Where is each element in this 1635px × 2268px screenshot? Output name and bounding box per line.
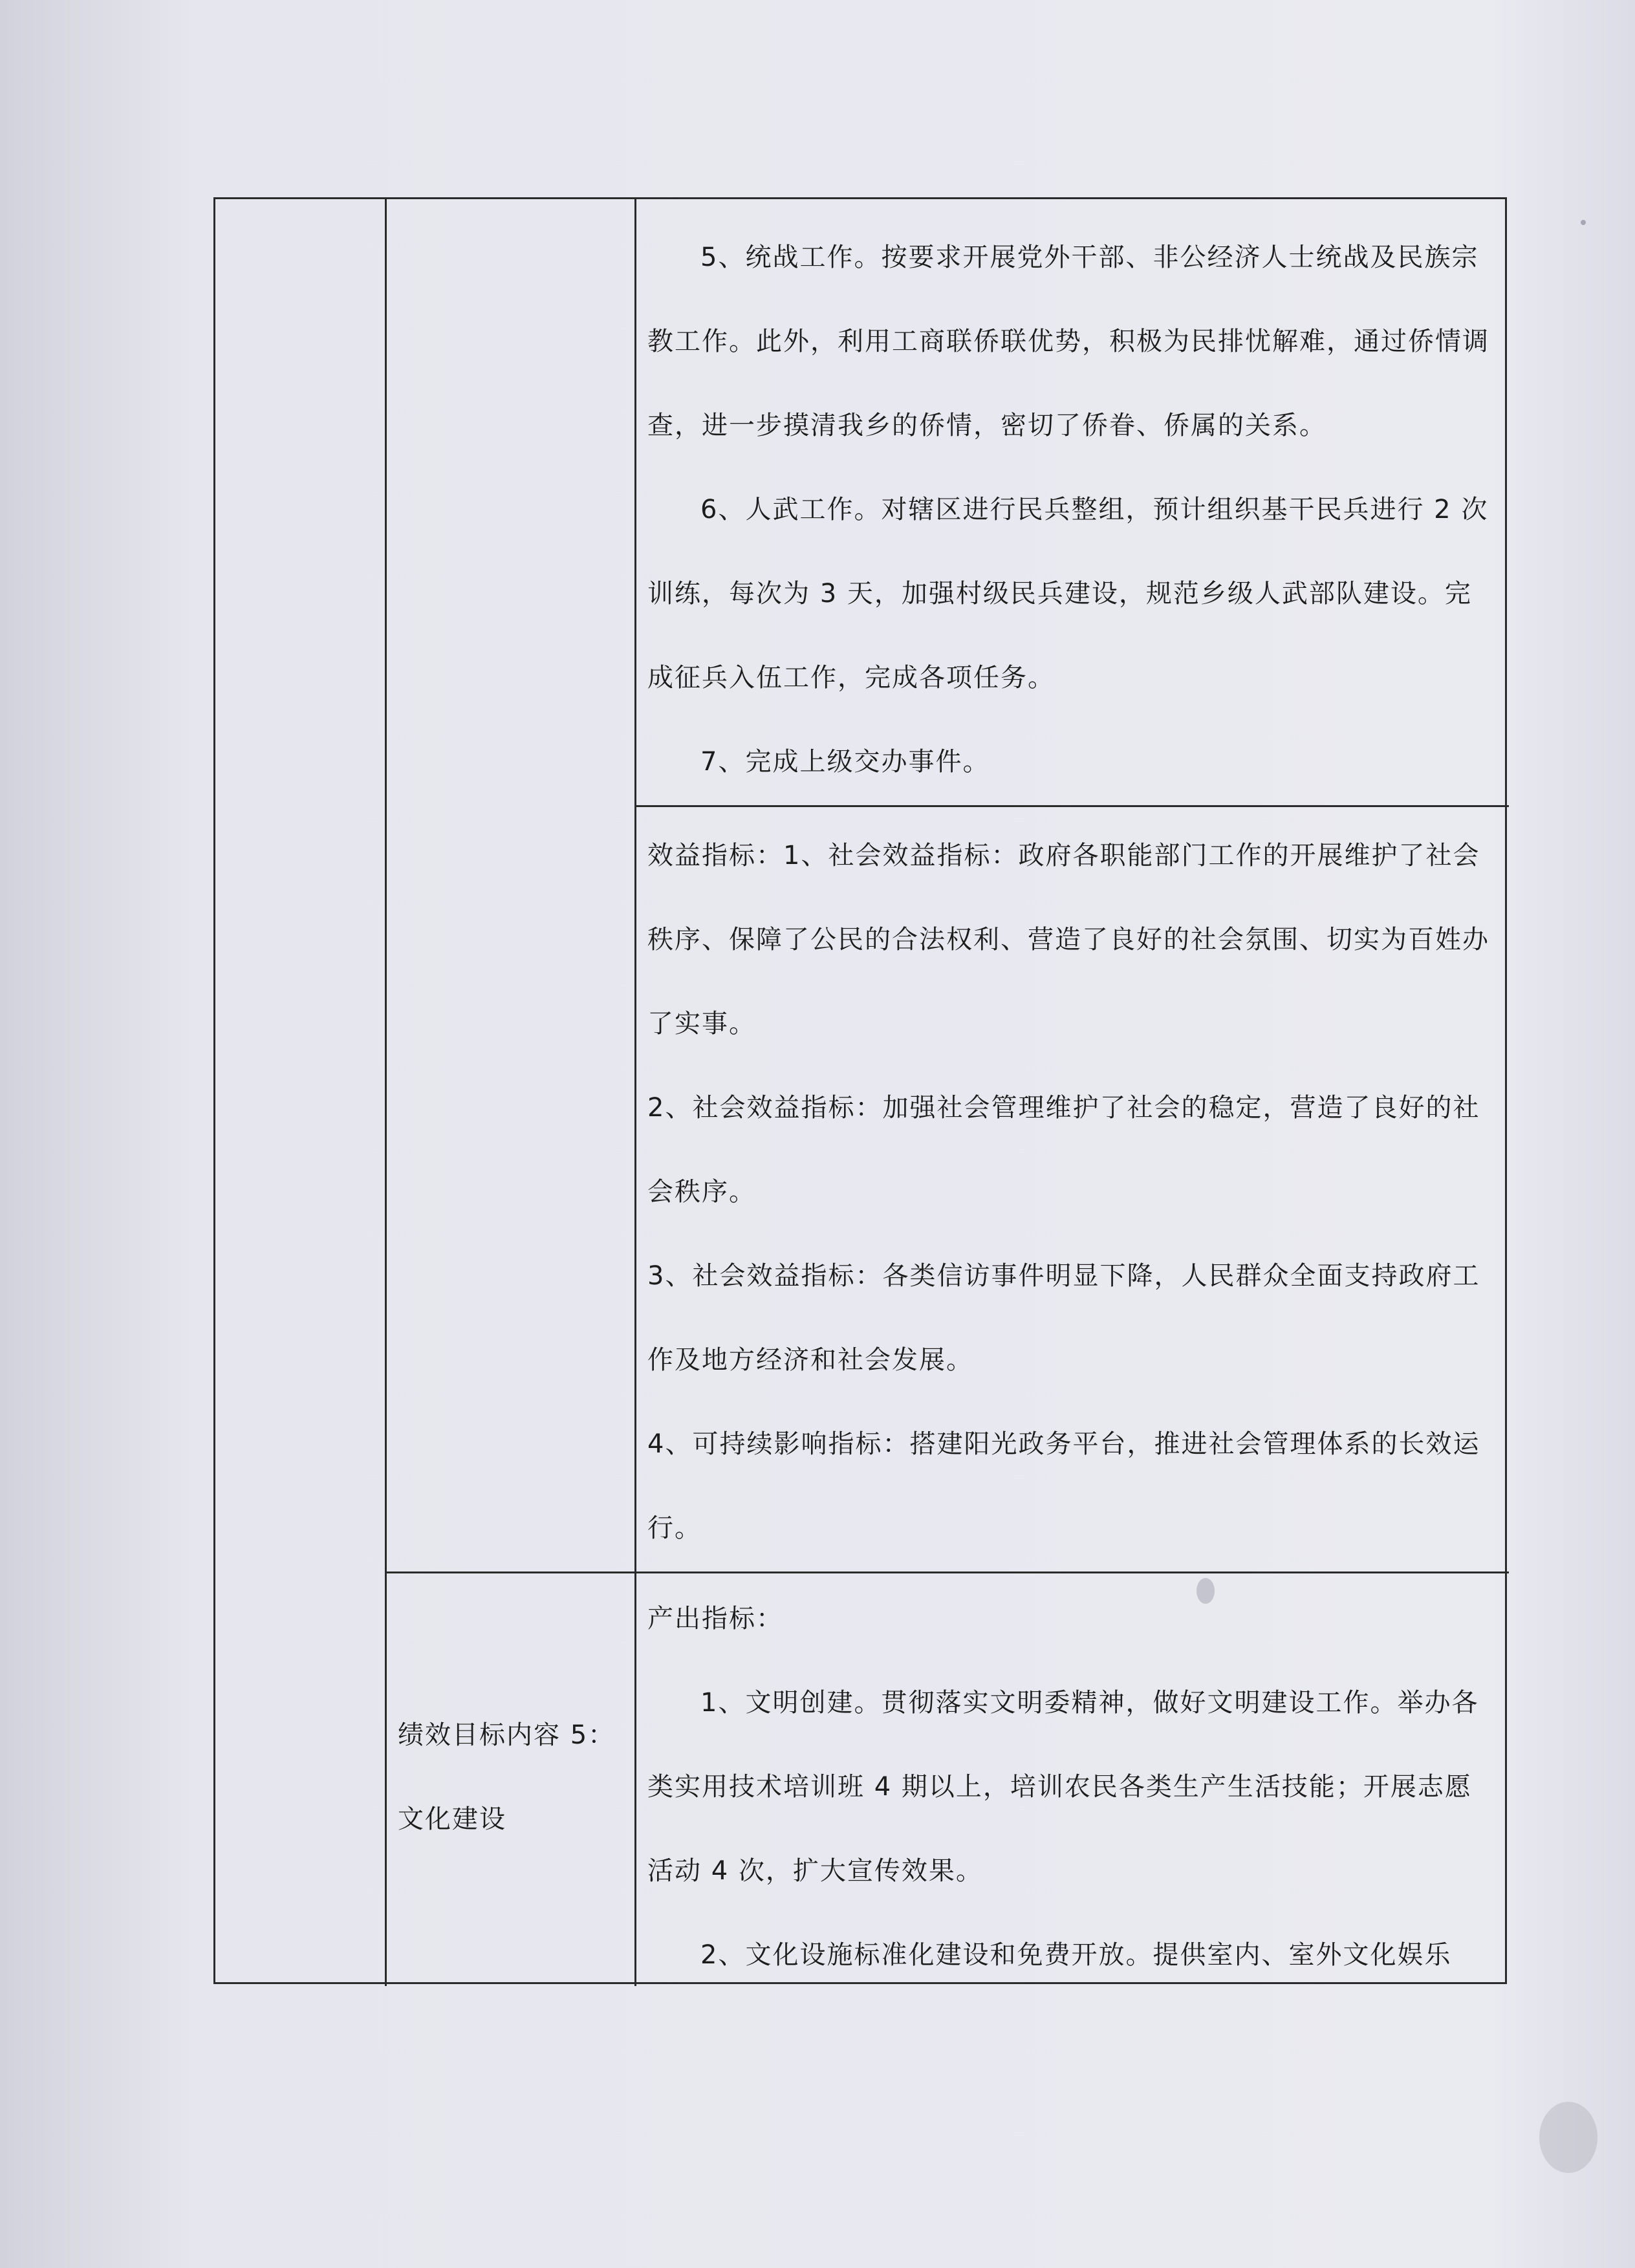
row-divider-goal5 [385, 1571, 1509, 1573]
row-divider-upper [634, 805, 1509, 807]
scan-smudge [1196, 1578, 1215, 1604]
paragraph-benefit-3: 3、社会效益指标：各类信访事件明显下降，人民群众全面支持政府工作及地方经济和社会发展。 [647, 1261, 1480, 1375]
performance-goals-table [213, 197, 1507, 1984]
paragraph-assigned-tasks: 7、完成上级交办事件。 [700, 747, 990, 777]
goal5-label-line1: 绩效目标内容 5： [398, 1720, 616, 1750]
scan-smudge [1581, 220, 1586, 225]
paragraph-benefit-4: 4、可持续影响指标：搭建阳光政务平台，推进社会管理体系的长效运行。 [647, 1429, 1480, 1543]
scan-smudge [1539, 2102, 1597, 2173]
paragraph-civilization: 1、文明创建。贯彻落实文明委精神，做好文明建设工作。举办各类实用技术培训班 4 期以上，培训农民各类生产生活技能；开展志愿活动 4 次，扩大宣传效果。 [647, 1688, 1479, 1886]
column-divider-1 [385, 199, 387, 1986]
paragraph-output-heading: 产出指标： [647, 1604, 783, 1634]
paragraph-united-front: 5、统战工作。按要求开展党外干部、非公经济人士统战及民族宗教工作。此外，利用工商联侨联优势，积极为民排忧解难，通过侨情调查，进一步摸清我乡的侨情，密切了侨眷、侨属的关系。 [647, 243, 1489, 440]
paragraph-benefit-1: 效益指标：1、社会效益指标：政府各职能部门工作的开展维护了社会秩序、保障了公民的合法权利、营造了良好的社会氛围、切实为百姓办了实事。 [647, 841, 1489, 1039]
goal5-label-line2: 文化建设 [398, 1804, 506, 1834]
paragraph-cultural-facilities: 2、文化设施标准化建设和免费开放。提供室内、室外文化娱乐 [700, 1940, 1452, 1970]
paragraph-benefit-2: 2、社会效益指标：加强社会管理维护了社会的稳定，营造了良好的社会秩序。 [647, 1093, 1480, 1207]
paragraph-armed-forces: 6、人武工作。对辖区进行民兵整组，预计组织基干民兵进行 2 次训练，每次为 3 天，加强村级民兵建设，规范乡级人武部队建设。完成征兵入伍工作，完成各项任务。 [647, 495, 1489, 693]
